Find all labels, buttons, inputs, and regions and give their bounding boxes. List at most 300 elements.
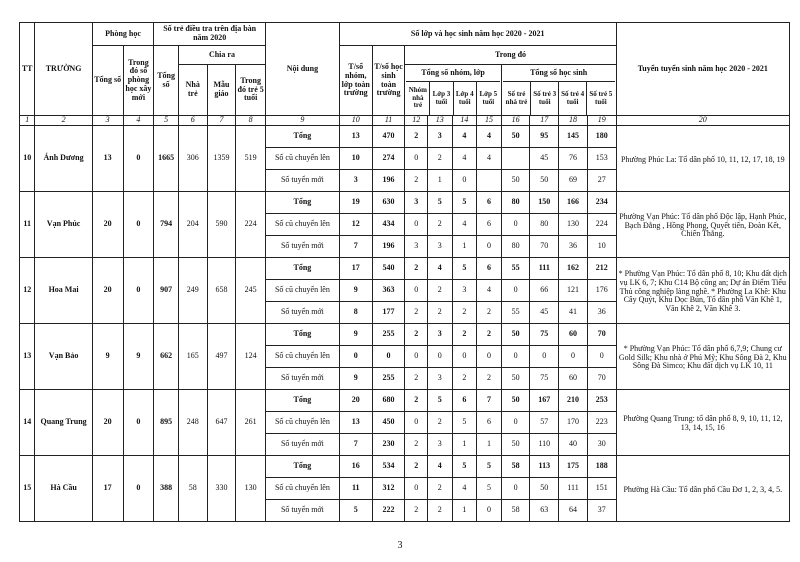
room-new: 9 — [123, 324, 154, 390]
student-total: 255 — [372, 368, 405, 390]
table-row — [20, 390, 790, 412]
children-total: 662 — [154, 324, 179, 390]
school-index: 15 — [20, 456, 35, 522]
room-total: 20 — [92, 192, 123, 258]
room-total: 20 — [92, 258, 123, 324]
student-total: 177 — [372, 302, 405, 324]
student-total: 312 — [372, 478, 405, 500]
value-c13: 3 — [427, 324, 452, 346]
column-index: 4 — [123, 116, 154, 126]
student-total: 255 — [372, 324, 405, 346]
header-phong-moi: Trong đó số phòng học xây mới — [123, 46, 154, 116]
room-new: 0 — [123, 456, 154, 522]
class-total: 9 — [339, 280, 372, 302]
value-c18: 121 — [559, 280, 588, 302]
value-c14: 4 — [452, 126, 477, 148]
school-name: Hà Cầu — [35, 456, 92, 522]
value-c15: 4 — [477, 280, 502, 302]
column-index: 17 — [530, 116, 559, 126]
column-index: 11 — [372, 116, 405, 126]
value-c12: 0 — [405, 346, 428, 368]
header-mau-giao: Mẫu giáo — [207, 65, 236, 116]
school-index: 10 — [20, 126, 35, 192]
header-truong: TRƯỜNG — [35, 23, 92, 116]
column-index-row — [20, 116, 790, 126]
school-name: Ánh Dương — [35, 126, 92, 192]
header-tre-tong-so: Tổng số — [154, 46, 179, 116]
column-index: 20 — [616, 116, 789, 126]
school-index: 13 — [20, 324, 35, 390]
content-label: Số tuyển mới — [266, 170, 340, 192]
table-row — [20, 258, 790, 280]
student-total: 450 — [372, 412, 405, 434]
value-c17: 45 — [530, 302, 559, 324]
children-kindergarten: 647 — [207, 390, 236, 456]
children-total: 895 — [154, 390, 179, 456]
value-c12: 2 — [405, 126, 428, 148]
value-c15: 6 — [477, 412, 502, 434]
value-c14: 5 — [452, 258, 477, 280]
value-c17: 75 — [530, 368, 559, 390]
content-label: Tổng — [266, 126, 340, 148]
value-c19: 180 — [587, 126, 616, 148]
value-c12: 3 — [405, 192, 428, 214]
class-total: 11 — [339, 478, 372, 500]
value-c18: 130 — [559, 214, 588, 236]
enrollment-area-text: * Phường Vạn Phúc: Tổ dân phố 8, 10; Khu đất dịch vụ LK 6, 7; Khu C14 Bộ công an; Dự án Điểm Tiểu Thủ công nghiệp làng nghề. * Phường La Khê: Khu Cây Quýt, Khu Dọc Bún, Tổ dân phố Văn Khê 1, Văn Khê 2, Văn Khê 3. — [618, 269, 787, 314]
column-index: 14 — [452, 116, 477, 126]
class-total: 7 — [339, 434, 372, 456]
value-c17: 66 — [530, 280, 559, 302]
student-total: 0 — [372, 346, 405, 368]
header-lop-3: Lớp 3 tuổi — [430, 82, 453, 116]
column-index: 12 — [405, 116, 428, 126]
enrollment-area-note — [616, 324, 789, 390]
student-total: 534 — [372, 456, 405, 478]
class-total: 5 — [339, 500, 372, 522]
content-label: Số cũ chuyển lên — [266, 214, 340, 236]
value-c17: 75 — [530, 324, 559, 346]
value-c13: 2 — [427, 500, 452, 522]
value-c19: 27 — [587, 170, 616, 192]
content-label: Tổng — [266, 390, 340, 412]
content-label: Số tuyển mới — [266, 500, 340, 522]
value-c15: 4 — [477, 126, 502, 148]
value-c12: 2 — [405, 324, 428, 346]
value-c19: 153 — [587, 148, 616, 170]
value-c14: 1 — [452, 500, 477, 522]
column-index: 16 — [501, 116, 530, 126]
value-c15: 0 — [477, 346, 502, 368]
header-noi-dung: Nội dung — [266, 23, 340, 116]
value-c15: 2 — [477, 324, 502, 346]
student-total: 630 — [372, 192, 405, 214]
value-c16: 0 — [501, 412, 530, 434]
header-lop-5: Lớp 5 tuổi — [479, 89, 498, 106]
student-total: 196 — [372, 170, 405, 192]
children-5yo: 130 — [236, 456, 266, 522]
column-index: 13 — [427, 116, 452, 126]
value-c13: 2 — [427, 302, 452, 324]
value-c14: 3 — [452, 280, 477, 302]
content-label: Số tuyển mới — [266, 236, 340, 258]
children-kindergarten: 497 — [207, 324, 236, 390]
value-c12: 2 — [405, 456, 428, 478]
value-c15: 2 — [477, 368, 502, 390]
children-nursery: 306 — [178, 126, 207, 192]
enrollment-area-text: Phường Hà Cầu: Tổ dân phố Cầu Đơ 1, 2, 3, 4, 5. — [623, 484, 783, 494]
room-total: 17 — [92, 456, 123, 522]
value-c16 — [501, 148, 530, 170]
value-c15: 5 — [477, 456, 502, 478]
value-c15: 2 — [477, 302, 502, 324]
value-c18: 76 — [559, 148, 588, 170]
value-c12: 2 — [405, 302, 428, 324]
value-c14: 2 — [452, 368, 477, 390]
value-c15: 7 — [477, 390, 502, 412]
value-c12: 0 — [405, 214, 428, 236]
class-total: 13 — [339, 412, 372, 434]
room-new: 0 — [123, 390, 154, 456]
school-name: Vạn Bảo — [35, 324, 92, 390]
value-c17: 150 — [530, 192, 559, 214]
value-c18: 210 — [559, 390, 588, 412]
value-c14: 2 — [452, 302, 477, 324]
value-c18: 64 — [559, 500, 588, 522]
value-c14: 5 — [452, 456, 477, 478]
value-c19: 70 — [587, 324, 616, 346]
class-total: 0 — [339, 346, 372, 368]
value-c19: 234 — [587, 192, 616, 214]
children-kindergarten: 658 — [207, 258, 236, 324]
value-c19: 188 — [587, 456, 616, 478]
content-label: Số cũ chuyển lên — [266, 346, 340, 368]
children-nursery: 165 — [178, 324, 207, 390]
value-c18: 69 — [559, 170, 588, 192]
value-c16: 50 — [501, 390, 530, 412]
value-c18: 162 — [559, 258, 588, 280]
value-c19: 37 — [587, 500, 616, 522]
value-c13: 4 — [427, 456, 452, 478]
value-c19: 176 — [587, 280, 616, 302]
value-c18: 166 — [559, 192, 588, 214]
header-nhom-lop-group — [405, 65, 501, 116]
value-c14: 4 — [452, 478, 477, 500]
value-c15: 5 — [477, 478, 502, 500]
room-total: 9 — [92, 324, 123, 390]
value-c18: 175 — [559, 456, 588, 478]
column-index: 18 — [559, 116, 588, 126]
enrollment-area-note — [616, 258, 789, 324]
value-c14: 1 — [452, 236, 477, 258]
column-index: 1 — [20, 116, 35, 126]
value-c19: 151 — [587, 478, 616, 500]
value-c12: 0 — [405, 280, 428, 302]
room-new: 0 — [123, 258, 154, 324]
value-c12: 0 — [405, 412, 428, 434]
content-label: Số cũ chuyển lên — [266, 478, 340, 500]
children-total: 1665 — [154, 126, 179, 192]
table-row — [20, 456, 790, 478]
value-c19: 224 — [587, 214, 616, 236]
value-c14: 5 — [452, 192, 477, 214]
value-c15: 0 — [477, 236, 502, 258]
value-c16: 55 — [501, 302, 530, 324]
room-total: 20 — [92, 390, 123, 456]
column-index: 5 — [154, 116, 179, 126]
value-c17: 63 — [530, 500, 559, 522]
value-c16: 0 — [501, 346, 530, 368]
table-row — [20, 192, 790, 214]
student-total: 222 — [372, 500, 405, 522]
value-c19: 70 — [587, 368, 616, 390]
room-new: 0 — [123, 126, 154, 192]
children-5yo: 224 — [236, 192, 266, 258]
column-index: 3 — [92, 116, 123, 126]
content-label: Tổng — [266, 456, 340, 478]
value-c12: 0 — [405, 148, 428, 170]
class-total: 10 — [339, 148, 372, 170]
value-c12: 0 — [405, 478, 428, 500]
enrollment-area-note — [616, 126, 789, 192]
header-hs-3: Số trẻ 3 tuổi — [531, 82, 559, 116]
value-c14: 0 — [452, 170, 477, 192]
student-total: 680 — [372, 390, 405, 412]
children-5yo: 245 — [236, 258, 266, 324]
value-c19: 36 — [587, 302, 616, 324]
value-c18: 60 — [559, 324, 588, 346]
value-c16: 80 — [501, 236, 530, 258]
header-tong-so-hs: Tổng số học sinh — [503, 65, 615, 82]
children-nursery: 248 — [178, 390, 207, 456]
value-c15: 4 — [477, 148, 502, 170]
value-c18: 60 — [559, 368, 588, 390]
student-total: 363 — [372, 280, 405, 302]
header-nhom-nha-tre: Nhóm nhà trẻ — [406, 82, 429, 116]
enrollment-area-text: Phường Phúc La: Tổ dân phố 10, 11, 12, 17, 18, 19 — [620, 154, 785, 164]
column-index: 2 — [35, 116, 92, 126]
student-total: 540 — [372, 258, 405, 280]
value-c16: 50 — [501, 170, 530, 192]
column-index: 9 — [266, 116, 340, 126]
header-hs-5: Số trẻ 5 tuổi — [589, 89, 613, 106]
header-phong-hoc: Phòng học — [92, 23, 154, 46]
value-c18: 111 — [559, 478, 588, 500]
children-total: 907 — [154, 258, 179, 324]
class-total: 16 — [339, 456, 372, 478]
header-tuyen-sinh: Tuyển tuyển sinh năm học 2020 - 2021 — [616, 23, 789, 116]
children-total: 388 — [154, 456, 179, 522]
header-trong-do: Trong đó — [405, 46, 616, 65]
value-c14: 5 — [452, 412, 477, 434]
student-total: 196 — [372, 236, 405, 258]
class-total: 7 — [339, 236, 372, 258]
room-new: 0 — [123, 192, 154, 258]
value-c12: 2 — [405, 434, 428, 456]
value-c19: 223 — [587, 412, 616, 434]
content-label: Tổng — [266, 324, 340, 346]
value-c13: 4 — [427, 258, 452, 280]
value-c16: 50 — [501, 126, 530, 148]
class-total: 9 — [339, 368, 372, 390]
value-c12: 2 — [405, 258, 428, 280]
column-index: 8 — [236, 116, 266, 126]
value-c19: 10 — [587, 236, 616, 258]
class-total: 12 — [339, 214, 372, 236]
value-c15 — [477, 170, 502, 192]
value-c17: 45 — [530, 148, 559, 170]
column-index: 19 — [587, 116, 616, 126]
value-c14: 0 — [452, 346, 477, 368]
value-c13: 2 — [427, 412, 452, 434]
value-c16: 50 — [501, 434, 530, 456]
value-c17: 113 — [530, 456, 559, 478]
enrollment-area-note — [616, 390, 789, 456]
enrollment-area-text: Phường Vạn Phúc: Tổ dân phố Độc lập, Hạnh Phúc, Bạch Đằng , Hồng Phong, Quyết tiến, Đoàn Kết, Chiến Thắng. — [619, 211, 787, 239]
column-index: 6 — [178, 116, 207, 126]
value-c18: 36 — [559, 236, 588, 258]
content-label: Tổng — [266, 258, 340, 280]
value-c18: 145 — [559, 126, 588, 148]
content-label: Số cũ chuyển lên — [266, 148, 340, 170]
value-c17: 57 — [530, 412, 559, 434]
school-name: Hoa Mai — [35, 258, 92, 324]
value-c13: 5 — [427, 390, 452, 412]
table-body — [20, 126, 790, 522]
class-total: 20 — [339, 390, 372, 412]
value-c14: 1 — [452, 434, 477, 456]
class-total: 8 — [339, 302, 372, 324]
value-c13: 3 — [427, 236, 452, 258]
school-index: 11 — [20, 192, 35, 258]
content-label: Số cũ chuyển lên — [266, 412, 340, 434]
value-c15: 6 — [477, 258, 502, 280]
children-5yo: 124 — [236, 324, 266, 390]
enrollment-area-text: Phường Quang Trung: tổ dân phố 8, 9, 10, 11, 12, 13, 14, 15, 16 — [623, 414, 783, 432]
page-number: 3 — [397, 540, 403, 551]
value-c13: 2 — [427, 214, 452, 236]
school-name: Quang Trung — [35, 390, 92, 456]
value-c13: 1 — [427, 170, 452, 192]
value-c16: 58 — [501, 500, 530, 522]
value-c19: 30 — [587, 434, 616, 456]
value-c19: 253 — [587, 390, 616, 412]
value-c18: 0 — [559, 346, 588, 368]
value-c15: 6 — [477, 192, 502, 214]
children-nursery: 204 — [178, 192, 207, 258]
content-label: Tổng — [266, 192, 340, 214]
value-c13: 0 — [427, 346, 452, 368]
value-c16: 50 — [501, 324, 530, 346]
class-total: 9 — [339, 324, 372, 346]
value-c13: 3 — [427, 368, 452, 390]
content-label: Số tuyển mới — [266, 302, 340, 324]
value-c13: 3 — [427, 434, 452, 456]
value-c13: 2 — [427, 280, 452, 302]
content-label: Số cũ chuyển lên — [266, 280, 340, 302]
value-c19: 0 — [587, 346, 616, 368]
table-row — [20, 324, 790, 346]
children-kindergarten: 330 — [207, 456, 236, 522]
value-c14: 4 — [452, 148, 477, 170]
school-name: Vạn Phúc — [35, 192, 92, 258]
student-total: 434 — [372, 214, 405, 236]
content-label: Số tuyển mới — [266, 368, 340, 390]
value-c12: 2 — [405, 170, 428, 192]
table-row — [20, 126, 790, 148]
value-c14: 4 — [452, 214, 477, 236]
value-c17: 50 — [530, 170, 559, 192]
value-c12: 2 — [405, 368, 428, 390]
value-c15: 6 — [477, 214, 502, 236]
room-total: 13 — [92, 126, 123, 192]
children-nursery: 58 — [178, 456, 207, 522]
children-nursery: 249 — [178, 258, 207, 324]
value-c17: 80 — [530, 214, 559, 236]
value-c18: 41 — [559, 302, 588, 324]
value-c19: 212 — [587, 258, 616, 280]
enrollment-area-note — [616, 456, 789, 522]
value-c15: 0 — [477, 500, 502, 522]
value-c12: 3 — [405, 236, 428, 258]
header-hs-4: Số trẻ 4 tuổi — [559, 82, 587, 116]
value-c13: 2 — [427, 478, 452, 500]
value-c17: 110 — [530, 434, 559, 456]
school-index: 14 — [20, 390, 35, 456]
school-index: 12 — [20, 258, 35, 324]
class-total: 3 — [339, 170, 372, 192]
value-c12: 2 — [405, 390, 428, 412]
children-kindergarten: 1359 — [207, 126, 236, 192]
header-tt: TT — [20, 23, 35, 116]
value-c17: 111 — [530, 258, 559, 280]
enrollment-area-note — [616, 192, 789, 258]
value-c13: 2 — [427, 148, 452, 170]
children-total: 794 — [154, 192, 179, 258]
class-total: 13 — [339, 126, 372, 148]
header-phong-tong-so: Tổng số — [92, 46, 123, 116]
value-c17: 0 — [530, 346, 559, 368]
children-5yo: 261 — [236, 390, 266, 456]
header-ts-nhom-lop: T/số nhóm, lớp toàn trường — [339, 46, 372, 116]
column-index: 7 — [207, 116, 236, 126]
value-c17: 50 — [530, 478, 559, 500]
header-tong-so-nhom-lop: Tổng số nhóm, lớp — [406, 65, 499, 82]
column-index: 10 — [339, 116, 372, 126]
student-total: 470 — [372, 126, 405, 148]
header-lop-4: Lớp 4 tuổi — [453, 82, 476, 116]
class-total: 19 — [339, 192, 372, 214]
value-c13: 3 — [427, 126, 452, 148]
header-so-tre-dieu-tra: Số trẻ điều tra trên địa bàn năm 2020 — [154, 23, 266, 46]
student-total: 230 — [372, 434, 405, 456]
value-c12: 2 — [405, 500, 428, 522]
value-c18: 40 — [559, 434, 588, 456]
value-c17: 167 — [530, 390, 559, 412]
value-c15: 1 — [477, 434, 502, 456]
value-c16: 55 — [501, 258, 530, 280]
value-c16: 50 — [501, 368, 530, 390]
value-c16: 0 — [501, 280, 530, 302]
value-c14: 2 — [452, 324, 477, 346]
value-c13: 5 — [427, 192, 452, 214]
children-5yo: 519 — [236, 126, 266, 192]
enrollment-table — [19, 22, 790, 522]
class-total: 17 — [339, 258, 372, 280]
header-chia-ra: Chia ra — [178, 46, 265, 65]
value-c14: 6 — [452, 390, 477, 412]
value-c16: 80 — [501, 192, 530, 214]
